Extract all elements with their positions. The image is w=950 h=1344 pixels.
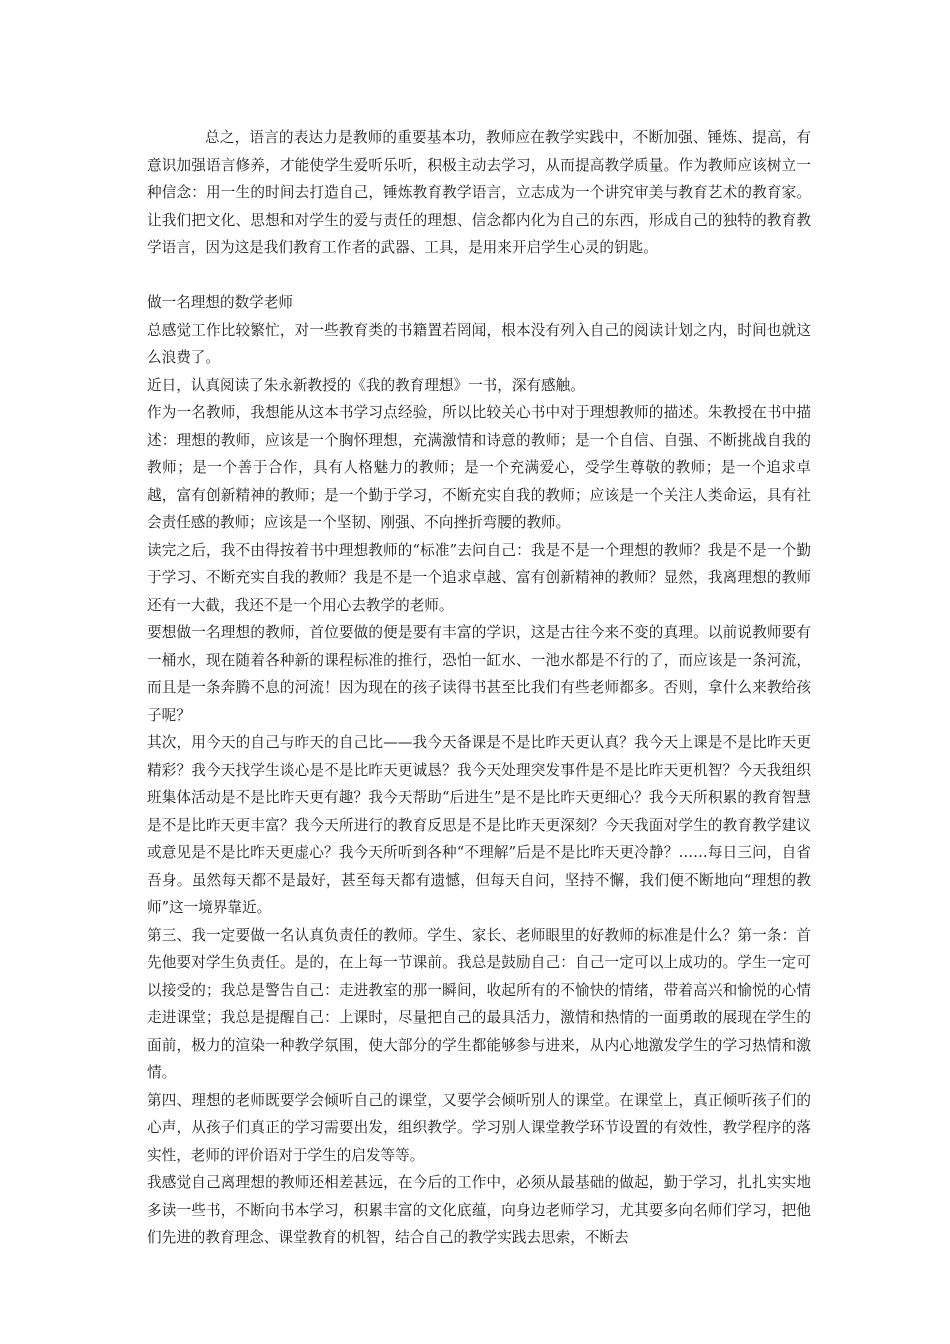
body-paragraph: 第四、理想的老师既要学会倾听自己的课堂，又要学会倾听别人的课堂。在课堂上，真正倾听孩子们的心声，从孩子们真正的学习需要出发，组织教学。学习别人课堂教学环节设置的有效性，教学程序的落实性，老师的评价语对于学生的启发等等。 — [147, 1091, 811, 1164]
document-body — [147, 124, 811, 1252]
body-paragraph: 近日，认真阅读了朱永新教授的《我的教育理想》一书，深有感触。 — [147, 376, 585, 394]
paragraph-spacer — [147, 262, 811, 290]
body-paragraph: 第三、我一定要做一名认真负责任的教师。学生、家长、老师眼里的好教师的标准是什么？第一条：首先他要对学生负责任。是的，在上每一节课前。我总是鼓励自己：自己一定可以上成功的。学生一定可以接受的；我总是警告自己：走进教室的那一瞬间，收起所有的不愉快的情绪，带着高兴和愉悦的心情走进课堂；我总是提醒自己：上课时，尽量把自己的最具活力，激情和热情的一面勇敢的展现在学生的面前，极力的渲染一种教学氛围，使大部分的学生都能够参与进来，从内心地激发学生的学习热情和激情。 — [147, 926, 811, 1081]
body-paragraph: 作为一名教师，我想能从这本书学习点经验，所以比较关心书中对于理想教师的描述。朱教授在书中描述：理想的教师，应该是一个胸怀理想，充满激情和诗意的教师；是一个自信、自强、不断挑战自我的教师；是一个善于合作，具有人格魅力的教师；是一个充满爱心，受学生尊敬的教师；是一个追求卓越，富有创新精神的教师；是一个勤于学习，不断充实自我的教师；应该是一个关注人类命运，具有社会责任感的教师；应该是一个坚韧、刚强、不向挫折弯腰的教师。 — [147, 404, 811, 531]
body-paragraph: 总感觉工作比较繁忙，对一些教育类的书籍置若罔闻，根本没有列入自己的阅读计划之内，时间也就这么浪费了。 — [147, 321, 811, 366]
article-title: 做一名理想的数学老师 — [147, 294, 293, 311]
intro-paragraph: 总之，语言的表达力是教师的重要基本功，教师应在教学实践中，不断加强、锤炼、提高，有意识加强语言修养，才能使学生爱听乐听，积极主动去学习，从而提高教学质量。作为教师应该树立一种信念：用一生的时间去打造自己，锤炼教育教学语言，立志成为一个讲究审美与教育艺术的教育家。让我们把文化、思想和对学生的爱与责任的理想、信念都内化为自己的东西，形成自己的独特的教育教学语言，因为这是我们教育工作者的武器、工具，是用来开启学生心灵的钥匙。 — [147, 129, 811, 256]
body-paragraph: 要想做一名理想的教师，首位要做的便是要有丰富的学识，这是古往今来不变的真理。以前说教师要有一桶水，现在随着各种新的课程标准的推行，恐怕一缸水、一池水都是不行的了，而应该是一条河流，而且是一条奔腾不息的河流！因为现在的孩子读得书甚至比我们有些老师都多。否则，拿什么来教给孩子呢？ — [147, 624, 811, 724]
body-paragraph: 读完之后，我不由得按着书中理想教师的“标准”去问自己：我是不是一个理想的教师？我是不是一个勤于学习、不断充实自我的教师？我是不是一个追求卓越、富有创新精神的教师？显然，我离理想的教师还有一大截，我还不是一个用心去教学的老师。 — [147, 541, 811, 614]
body-paragraph: 其次，用今天的自己与昨天的自己比——我今天备课是不是比昨天更认真？我今天上课是不是比昨天更精彩？我今天找学生谈心是不是比昨天更诚恳？我今天处理突发事件是不是比昨天更机智？今天我组织班集体活动是不是比昨天更有趣？我今天帮助“后进生”是不是比昨天更细心？我今天所积累的教育智慧是不是比昨天更丰富？我今天所进行的教育反思是不是比昨天更深刻？今天我面对学生的教育教学建议或意见是不是比昨天更虚心？我今天所听到各种“不理解”后是不是比昨天更冷静？……每日三问，自省吾身。虽然每天都不是最好，甚至每天都有遗憾，但每天自问，坚持不懈，我们便不断地向“理想的教师”这一境界靠近。 — [147, 734, 811, 916]
body-paragraph: 我感觉自己离理想的教师还相差甚远，在今后的工作中，必须从最基础的做起，勤于学习，扎扎实实地多读一些书，不断向书本学习，积累丰富的文化底蕴，向身边老师学习，尤其要多向名师们学习，把他们先进的教育理念、课堂教育的机智，结合自己的教学实践去思索，不断去 — [147, 1174, 811, 1246]
